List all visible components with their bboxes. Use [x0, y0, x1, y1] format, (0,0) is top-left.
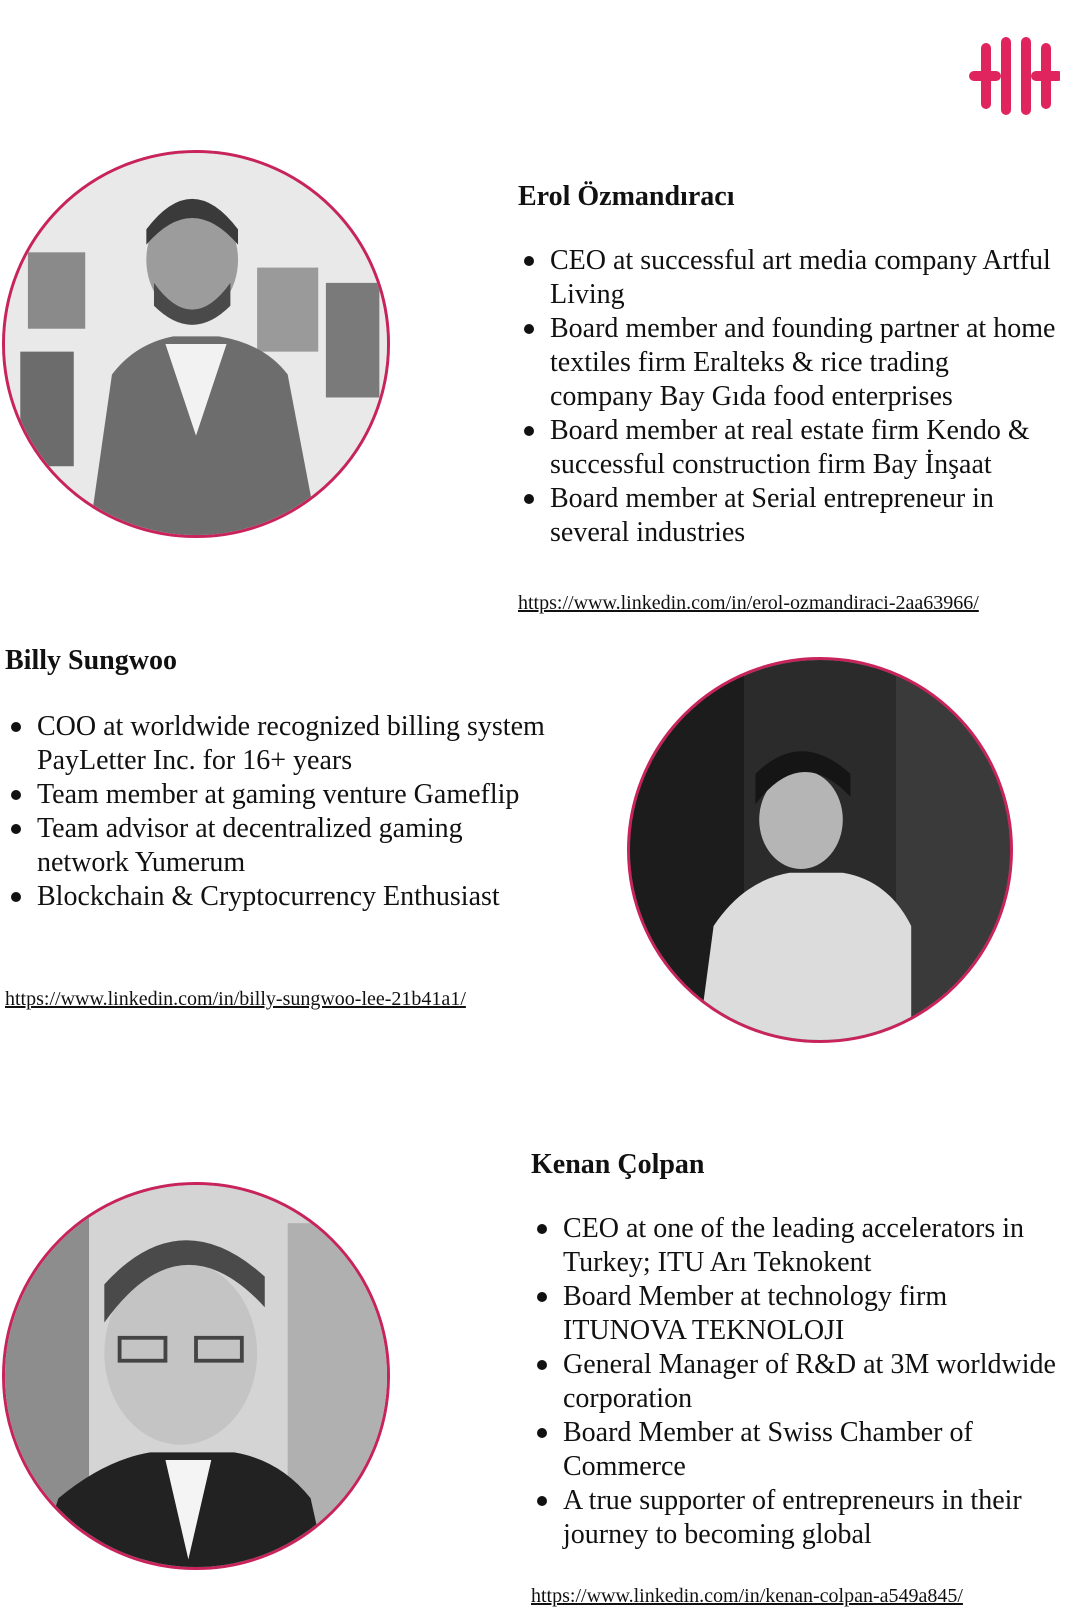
bullet-list [5, 710, 545, 914]
bullet-list [531, 1212, 1061, 1552]
bullet-list [518, 244, 1058, 550]
list-item: COO at worldwide recognized billing system PayLetter Inc. for 16+ years [5, 710, 545, 778]
list-item: Board member at Serial entrepreneur in several industries [518, 482, 1058, 550]
list-item: Blockchain & Cryptocurrency Enthusiast [5, 880, 545, 914]
person-name: Erol Özmandıracı [518, 181, 735, 212]
person-name: Billy Sungwoo [5, 645, 177, 676]
list-item: Board member at real estate firm Kendo & successful construction firm Bay İnşaat [518, 414, 1058, 482]
person-photo [2, 1182, 390, 1570]
list-item: Board Member at Swiss Chamber of Commerce [531, 1416, 1061, 1484]
list-item: CEO at successful art media company Artful Living [518, 244, 1058, 312]
list-item: Board Member at technology firm ITUNOVA TEKNOLOJI [531, 1280, 1061, 1348]
list-item: Board member and founding partner at home textiles firm Eralteks & rice trading company Bay Gıda food enterprises [518, 312, 1058, 414]
linkedin-link[interactable]: https://www.linkedin.com/in/erol-ozmandiraci-2aa63966/ [518, 592, 979, 614]
person-name: Kenan Çolpan [531, 1149, 705, 1180]
list-item: Team member at gaming venture Gameflip [5, 778, 545, 812]
person-photo [627, 657, 1013, 1043]
list-item: A true supporter of entrepreneurs in their journey to becoming global [531, 1484, 1061, 1552]
list-item: Team advisor at decentralized gaming network Yumerum [5, 812, 545, 880]
linkedin-link[interactable]: https://www.linkedin.com/in/kenan-colpan-a549a845/ [531, 1585, 963, 1607]
person-photo [2, 150, 390, 538]
linkedin-link[interactable]: https://www.linkedin.com/in/billy-sungwoo-lee-21b41a1/ [5, 988, 466, 1010]
list-item: CEO at one of the leading accelerators in Turkey; ITU Arı Teknokent [531, 1212, 1061, 1280]
brand-logo-icon [968, 36, 1060, 116]
list-item: General Manager of R&D at 3M worldwide corporation [531, 1348, 1061, 1416]
